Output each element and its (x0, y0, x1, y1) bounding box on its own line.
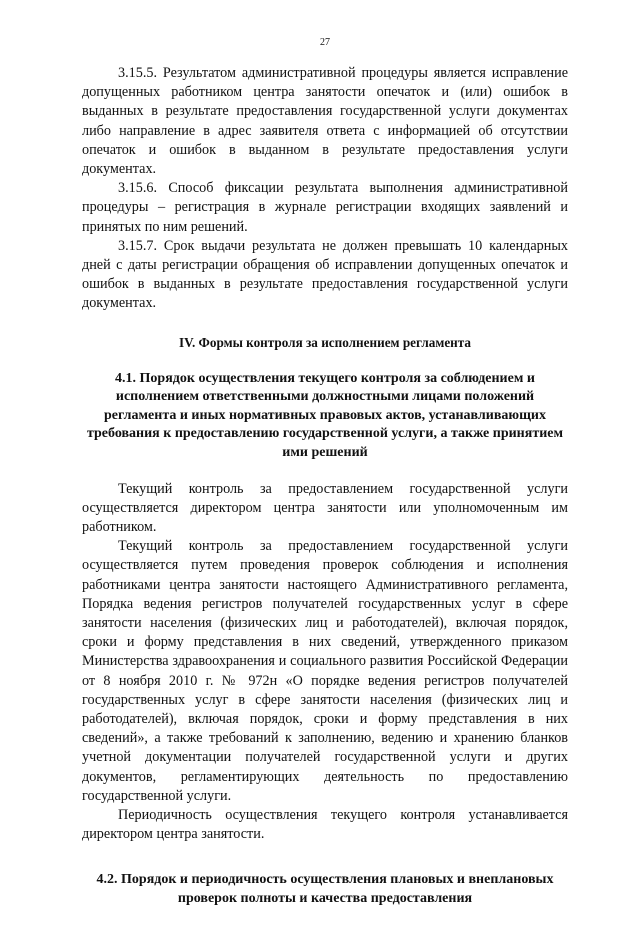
paragraph-current-control: Текущий контроль за предоставлением государственной услуги осуществляется директором центра занятости или уполномоченным им работником. (82, 480, 568, 536)
page-number: 27 (320, 37, 330, 48)
paragraph-3-15-6: 3.15.6. Способ фиксации результата выполнения административной процедуры – регистрация в журнале регистрации входящих заявлений и принятых по ним решений. (82, 180, 568, 235)
document-body (82, 64, 568, 926)
paragraph-3-15-5: 3.15.5. Результатом административной процедуры является исправление допущенных работником центра занятости опечаток и (или) ошибок в выданных в результате предоставления государственной услуги документах либо направление в адрес заявителя ответа с информацией об отсутствии опечаток и ошибок в выданном в результате предоставления услуги документах. (82, 65, 568, 178)
subsection-heading-4-2: 4.2. Порядок и периодичность осуществления плановых и внеплановых проверок полноты и качества предоставления (96, 872, 554, 907)
paragraph-control-procedure: Текущий контроль за предоставлением государственной услуги осуществляется путем проведения проверок соблюдения и исполнения работниками центра занятости настоящего Административного регламента, Порядка ведения регистров получателей государственных услуг в сфере занятости населения (физических лиц и работодателей), включая порядок, сроки и форму представления в них сведений, утвержденного приказом Министерства здравоохранения и социального развития Российской Федерации от 8 ноября 2010 г. № 972н «О порядке ведения регистров получателей государственных услуг в сфере занятости населения (физических лиц и работодателей), включая порядок, сроки и форму представления в них сведений», а также требований к заполнению, ведению и хранению бланков учетной документации получателей государственной услуги и других документов, регламентирующих деятельность по предоставлению государственной услуги. (82, 538, 568, 804)
paragraph-control-periodicity: Периодичность осуществления текущего контроля устанавливается директором центра занятости. (82, 807, 568, 843)
paragraph-3-15-7: 3.15.7. Срок выдачи результата не должен превышать 10 календарных дней с даты регистрации обращения об исправлении допущенных опечаток и ошибок в выданных в результате предоставления государственной услуги документах. (82, 237, 568, 312)
subsection-heading-4-1: 4.1. Порядок осуществления текущего контроля за соблюдением и исполнением ответственными должностными лицами положений регламента и иных нормативных правовых актов, устанавливающих требования к предоставлению государственной услуги, а также принятием ими решений (86, 370, 564, 461)
section-heading: IV. Формы контроля за исполнением регламента (178, 334, 472, 350)
document-page (82, 0, 568, 905)
